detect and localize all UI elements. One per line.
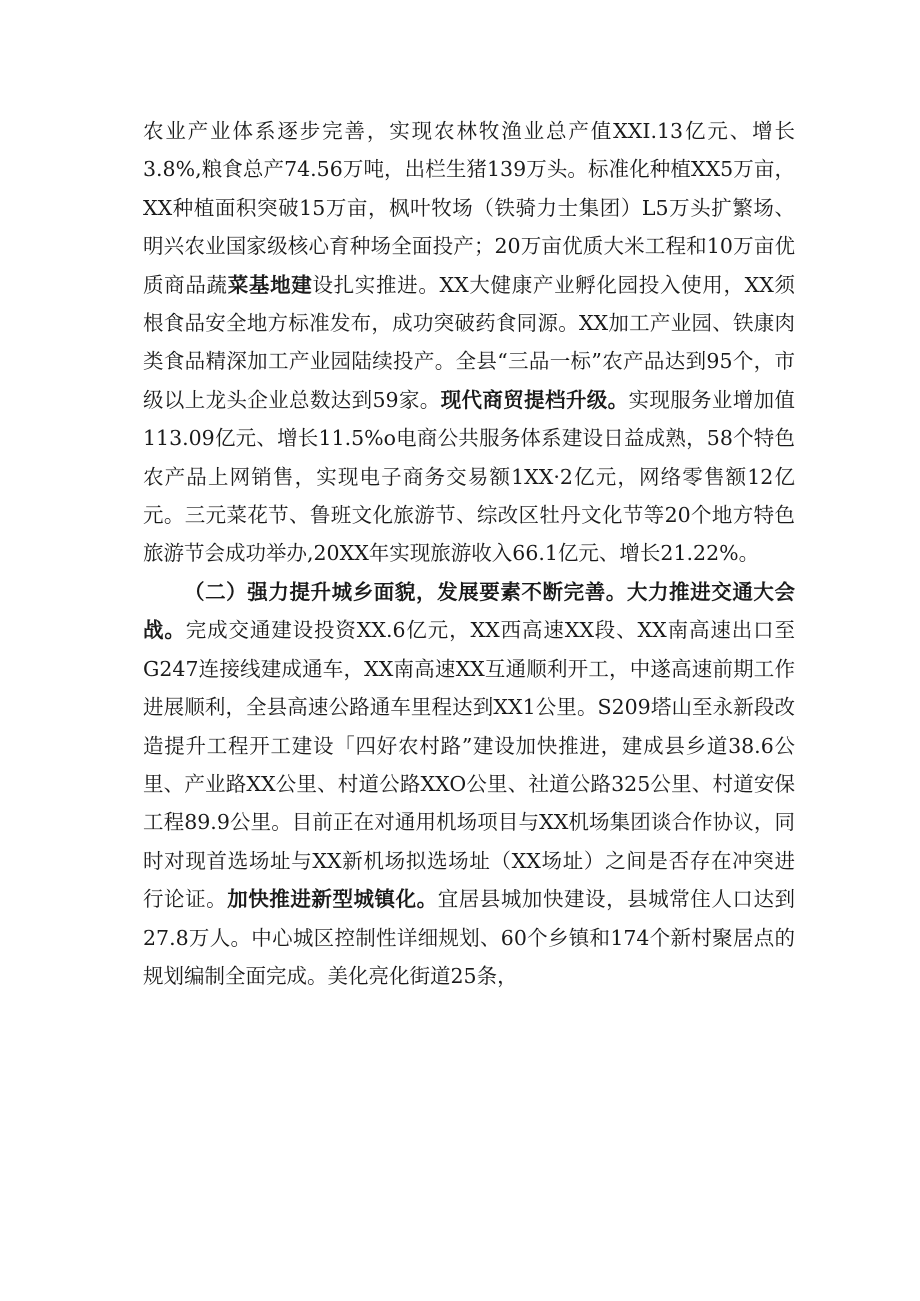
text-segment: 设扎实推进。XX大健康产业孵化园投入使用，XX须根食品安全地方标准发布，成功突破药食同源。XX加工产业园、铁康肉类食品精深加工产业园陆续投产。全县“三品一标”农产品达到95个，市级以上龙头企业总数达到59家。	[143, 272, 796, 412]
text-segment: 宜居县城加快建设，县城常住人口达到27.8万人。中心城区控制性详细规划、60个乡镇和174个新村聚居点的规划编制全面完成。美化亮化街道25条，	[143, 887, 796, 988]
text-segment: 实现服务业增加值113.09亿元、增长11.5%o电商公共服务体系建设日益成熟，58个特色农产品上网销售，实现电子商务交易额1XX·2亿元，网络零售额12亿元。三元菜花节、鲁班文化旅游节、综改区牡丹文化节等20个地方特色旅游节会成功举办,20XX年实现旅游收入66.1亿元、增长21.22%。	[143, 387, 796, 566]
bold-heading-urbanization: 加快推进新型城镇化。	[227, 887, 438, 912]
text-segment: 完成交通建设投资XX.6亿元，XX西高速XX段、XX南高速出口至G247连接线建成通车，XX南高速XX互通顺利开工，中遂高速前期工作进展顺利，全县高速公路通车里程达到XX1公里。S209塔山至永新段改造提升工程开工建设「四好农村路”建设加快推进，建成县乡道38.6公里、产业路XX公里、村道公路XXO公里、社道公路325公里、村道安保工程89.9公里。目前正在对通用机场项目与XX机场集团谈合作协议，同时对现首选场址与XX新机场拟选场址（XX场址）之间是否存在冲突进行论证。	[143, 618, 796, 912]
bold-heading-commerce: 现代商贸提档升级。	[440, 387, 629, 412]
bold-heading-section-two: （二）强力提升城乡面貌，发展要素不断完善。大力推进交通大会战。	[143, 579, 795, 643]
document-page	[143, 112, 795, 995]
text-segment: 农业产业体系逐步完善，实现农林牧渔业总产值XXI.13亿元、增长3.8%,粮食总产74.56万吨，出栏生猪139万头。标准化种植XX5万亩，XX种植面积突破15万亩，枫叶牧场（铁骑力士集团）L5万头扩繁场、明兴农业国家级核心育种场全面投产；20万亩优质大米工程和10万亩优质商品蔬	[143, 119, 795, 297]
bold-phrase: 菜基地建	[227, 272, 313, 297]
paragraph-urban-rural	[143, 573, 795, 995]
paragraph-agriculture-commerce	[143, 112, 795, 573]
